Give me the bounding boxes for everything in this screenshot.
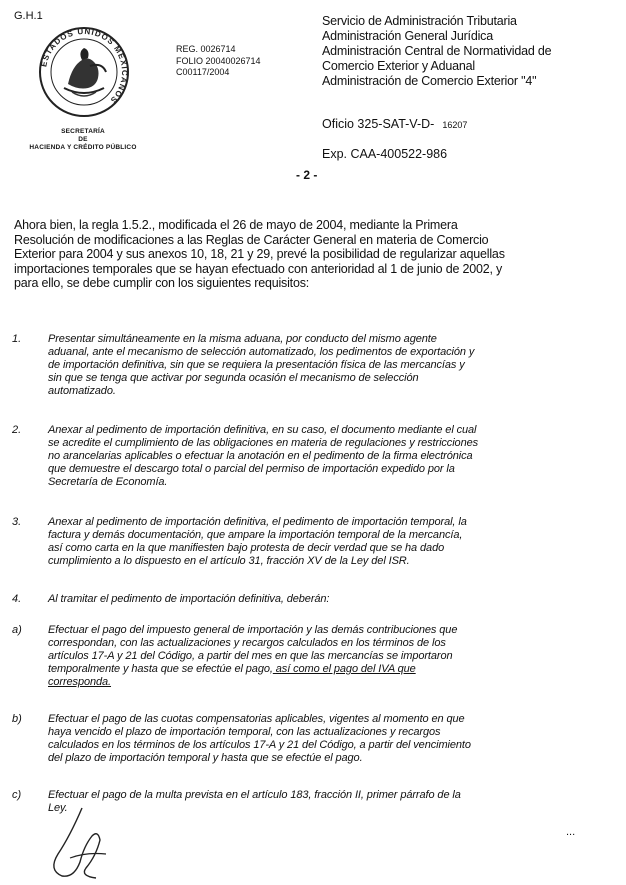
header-line: Servicio de Administración Tributaria — [322, 14, 517, 28]
text-segment: temporalmente y hasta que se efectúe el pago, — [48, 663, 273, 675]
text-line: se acredite el cumplimiento de las obligaciones en materia de regulaciones y restricciones — [48, 437, 479, 449]
text-line: correspondan, con las actualizaciones y recargos calculados en los términos de los — [48, 637, 446, 649]
text-line: del plazo de importación temporal y hasta que se efectúe el pago. — [48, 752, 363, 764]
text-line: Ahora bien, la regla 1.5.2., modificada el 26 de mayo de 2004, mediante la Primera — [14, 218, 458, 232]
page-number: - 2 - — [296, 168, 318, 182]
oficio-reference — [322, 117, 467, 131]
case-number: C00117/2004 — [176, 67, 230, 77]
item-number: 1. — [12, 333, 22, 345]
requirement-item — [48, 624, 612, 689]
text-line: haya vencido el plazo de importación temporal, con las actualizaciones y recargos — [48, 726, 441, 738]
requirement-item — [48, 333, 612, 398]
text-line: automatizado. — [48, 385, 116, 397]
agency-line: DE — [78, 136, 88, 143]
text-line: Anexar al pedimento de importación definitiva, en su caso, el documento mediante el cual — [48, 424, 477, 436]
header-line: Administración Central de Normatividad de — [322, 44, 552, 58]
item-letter: b) — [12, 713, 22, 725]
text-line: Ley. — [48, 802, 68, 814]
continuation-mark: ... — [566, 826, 576, 838]
item-number: 2. — [12, 424, 22, 436]
agency-line: HACIENDA Y CRÉDITO PÚBLICO — [29, 144, 137, 151]
text-line: que demuestre el descargo total o parcial del permiso de importación expedido por la — [48, 463, 455, 475]
header-line: Comercio Exterior y Aduanal — [322, 59, 476, 73]
signature-icon — [40, 806, 120, 880]
requirement-item — [48, 593, 612, 606]
item-number: 3. — [12, 516, 22, 528]
text-line — [48, 663, 612, 676]
text-line: aduanal, ante el mecanismo de selección automatizado, los pedimentos de exportación y — [48, 346, 475, 358]
requirement-item — [48, 789, 612, 815]
national-seal-icon — [38, 26, 130, 118]
text-line: Efectuar el pago del impuesto general de importación y las demás contribuciones que — [48, 624, 458, 636]
oficio-number: 16207 — [442, 120, 468, 130]
text-line: Al tramitar el pedimento de importación definitiva, deberán: — [48, 593, 330, 605]
text-line: de importación definitiva, sin que se requiera la presentación física de las mercancías y — [48, 359, 465, 371]
header-line: Administración General Jurídica — [322, 29, 493, 43]
reg-number: REG. 0026714 — [176, 44, 236, 54]
requirement-item — [48, 424, 612, 489]
text-line: Efectuar el pago de la multa prevista en el artículo 183, fracción II, primer párrafo de la — [48, 789, 461, 801]
folio-number: FOLIO 20040026714 — [176, 55, 261, 66]
agency-line: SECRETARÍA — [61, 128, 105, 135]
expediente: Exp. CAA-400522-986 — [322, 147, 448, 161]
intro-paragraph — [14, 218, 612, 291]
text-line: Presentar simultáneamente en la misma aduana, por conducto del mismo agente — [48, 333, 437, 345]
item-letter: c) — [12, 789, 22, 801]
text-line: Resolución de modificaciones a las Reglas de Carácter General en materia de Comercio — [14, 232, 489, 247]
underlined-segment: así como el pago del IVA que — [272, 663, 416, 675]
item-number: 4. — [12, 593, 22, 605]
svg-text:ESTADOS UNIDOS MEXICANOS: ESTADOS UNIDOS MEXICANOS — [39, 26, 130, 106]
text-line: calculados en los términos de los artículos 17-A y 21 del Código, a partir del vencimiento — [48, 739, 471, 751]
registration-block — [176, 44, 261, 79]
text-line: Efectuar el pago de las cuotas compensatorias aplicables, vigentes al momento en que — [48, 713, 465, 725]
text-line: artículos 17-A y 21 del Código, a partir del mes en que las mercancías se importaron — [48, 650, 453, 662]
text-line: factura y demás documentación, que ampare la importación temporal de la mercancía, — [48, 529, 463, 541]
text-line: cumplimiento a lo dispuesto en el artículo 31, fracción XV de la Ley del ISR. — [48, 555, 410, 567]
header-line: Administración de Comercio Exterior "4" — [322, 74, 537, 88]
item-letter: a) — [12, 624, 22, 636]
oficio-label: Oficio 325-SAT-V-D- — [322, 117, 435, 131]
agency-name — [8, 128, 158, 152]
text-line: importaciones temporales que se hayan efectuado con anterioridad al 1 de junio de 2002, y — [14, 261, 503, 276]
requirement-item — [48, 713, 612, 765]
text-line: no arancelarias aplicables o efectuar la anotación en el pedimento de la firma electrónica — [48, 450, 473, 462]
letterhead — [322, 14, 612, 89]
document-mark: G.H.1 — [14, 10, 43, 22]
text-line: para ello, se debe cumplir con los siguientes requisitos: — [14, 276, 310, 290]
text-line: Anexar al pedimento de importación definitiva, el pedimento de importación temporal, la — [48, 516, 467, 528]
text-line: sin que se tenga que activar por segunda ocasión el mecanismo de selección — [48, 372, 419, 384]
text-line: Exterior para 2004 y sus anexos 10, 18, 21 y 29, prevé la posibilidad de regularizar aquellas — [14, 247, 505, 261]
text-line: Secretaría de Economía. — [48, 476, 168, 488]
text-line: así como carta en la que manifiesten bajo protesta de decir verdad que se ha dado — [48, 542, 445, 554]
underlined-line: corresponda. — [48, 676, 112, 688]
requirement-item — [48, 516, 612, 568]
